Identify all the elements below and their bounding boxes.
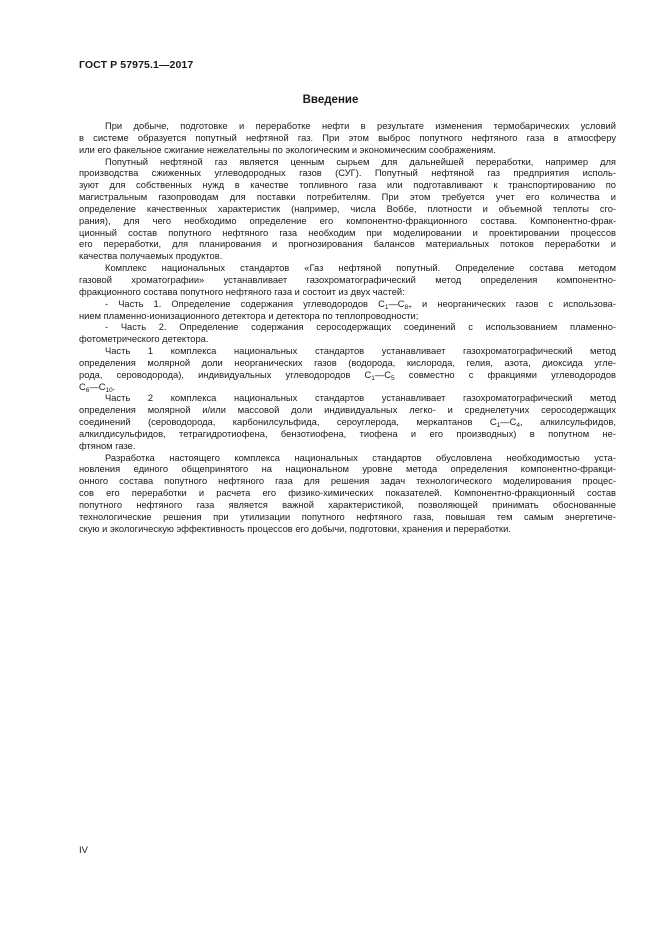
text-line xyxy=(79,121,616,133)
text-run: Часть 2 комплекса национальных стандартов устанавливает газохроматографический метод xyxy=(105,393,616,404)
subscript: 1 xyxy=(371,374,375,382)
text-line xyxy=(79,382,616,394)
text-line xyxy=(79,370,616,382)
text-line xyxy=(79,263,616,275)
text-line xyxy=(79,524,616,536)
text-line xyxy=(79,287,616,299)
text-line xyxy=(79,228,616,240)
text-run: определение качественных характеристик (например, числа Воббе, плотности и объемной теплоты сго- xyxy=(79,203,616,214)
text-run: фтяном газе. xyxy=(79,440,136,451)
text-line xyxy=(79,346,616,358)
text-run: скую и экологическую эффективность процессов его добычи, подготовки, хранения и переработки. xyxy=(79,523,511,534)
text-line xyxy=(79,145,616,157)
text-line xyxy=(79,453,616,465)
text-run: соединений (сероводорода, карбонилсульфида, сероуглерода, меркаптанов С xyxy=(79,417,497,428)
text-line xyxy=(79,275,616,287)
text-run: Часть 1 комплекса национальных стандартов устанавливает газохроматографический метод xyxy=(105,346,616,357)
text-run: фракционного состава попутного нефтяного газа и состоит из двух частей: xyxy=(79,286,405,297)
text-run: —С xyxy=(388,298,405,309)
text-run: , алкилсульфидов, xyxy=(519,417,616,428)
text-run: магистральным газопроводам для поставки потребителям. При этом требуется учет его количества и xyxy=(79,192,616,203)
text-run: —С xyxy=(374,369,391,380)
standard-header: ГОСТ Р 57975.1—2017 xyxy=(79,59,194,71)
text-line xyxy=(79,192,616,204)
text-line xyxy=(79,488,616,500)
text-line xyxy=(79,512,616,524)
text-run: попутного нефтяного газа является важной характеристикой, позволяющей принимать обоснованные xyxy=(79,500,616,510)
text-line xyxy=(79,405,616,417)
text-line xyxy=(79,311,616,323)
page-number: IV xyxy=(79,845,88,856)
text-run: и неорганических газов с использова- xyxy=(411,298,616,309)
text-run: нием пламенно-ионизационного детектора и детектора по теплопроводности; xyxy=(79,310,419,321)
text-run: новления единого общепринятого на национальном уровне метода определения компонентно-фракци- xyxy=(79,464,616,475)
text-line xyxy=(79,239,616,251)
text-line xyxy=(79,322,616,334)
subscript: 4 xyxy=(516,422,520,430)
text-run: ционный состав попутного нефтяного газа необходим при моделировании и проектировании процессов xyxy=(79,227,616,238)
text-run: Попутный нефтяной газ является ценным сырьем для дальнейшей переработки, например для xyxy=(105,156,616,167)
text-run: Комплекс национальных стандартов «Газ нефтяной попутный. Определение состава методом xyxy=(105,263,616,274)
text-line xyxy=(79,168,616,180)
text-line xyxy=(79,133,616,145)
text-line xyxy=(79,464,616,476)
body-text xyxy=(79,121,616,536)
subscript: 1 xyxy=(384,303,389,311)
subscript: 1 xyxy=(496,422,501,430)
text-run: производства сжиженных углеводородных газов (СУГ). Попутный нефтяной газ предприятия исполь- xyxy=(79,168,616,179)
text-run: качества получаемых продуктов. xyxy=(79,251,223,262)
text-run: или его факельное сжигание нежелательны по экологическим и экономическим соображениям. xyxy=(79,144,496,155)
text-line xyxy=(79,334,616,346)
text-run: —С xyxy=(500,417,517,428)
text-line xyxy=(79,429,616,441)
text-run: С xyxy=(79,381,86,392)
section-title: Введение xyxy=(302,94,359,106)
text-run: определения молярной доли неорганических газов (водорода, кислорода, гелия, азота, диоксида угле- xyxy=(79,357,616,368)
subscript: 5 xyxy=(391,374,395,382)
text-line xyxy=(79,500,616,512)
text-run: технологические решения при утилизации попутного нефтяного газа, повышая тем самым энергетиче- xyxy=(79,511,616,522)
text-run: - Часть 1. Определение содержания углеводородов С xyxy=(105,298,385,309)
text-run: . xyxy=(112,381,116,392)
text-line xyxy=(79,299,616,311)
text-run: совместно с фракциями углеводородов xyxy=(394,369,616,380)
subscript: 10 xyxy=(105,386,113,394)
text-run: фотометрического детектора. xyxy=(79,334,209,345)
text-run: сов его переработки и расчета его физико-химических показателей. Компонентно-фракционный состав xyxy=(79,488,616,499)
text-line xyxy=(79,476,616,488)
text-run: Разработка настоящего комплекса национальных стандартов обусловлена необходимостью уста- xyxy=(105,452,616,463)
text-run: определения молярной и/или массовой доли индивидуальных легко- и среднелетучих серосодержащих xyxy=(79,405,616,416)
text-run: зуют для собственных нужд в качестве топливного газа или подготавливают к транспортированию по xyxy=(79,180,616,191)
text-run: его переработки, для планирования и прогнозирования балансов материальных потоков переработки и xyxy=(79,239,616,250)
text-line xyxy=(79,417,616,429)
text-run: алкилдисульфидов, тетрагидротиофена, бензотиофена, тиофена и его производных) в попутном не- xyxy=(79,428,616,439)
text-run: рода, сероводорода), индивидуальных углеводородов С xyxy=(79,369,372,380)
subscript: 8+ xyxy=(404,303,412,311)
text-run: газовой хроматографии» устанавливает газохроматографический метод определения компонентно- xyxy=(79,274,616,285)
text-line xyxy=(79,358,616,370)
text-run: рания), для чего необходимо определение его компонентно-фракционного состава. Компонентно-фрак- xyxy=(79,215,616,226)
text-line xyxy=(79,216,616,228)
text-line xyxy=(79,251,616,263)
text-run: —С xyxy=(89,381,106,392)
text-run: онного состава попутного нефтяного газа для решения задач технологического моделирования процес- xyxy=(79,476,616,487)
text-run: в системе образуется попутный нефтяной газ. При этом выброс попутного нефтяного газа в атмосферу xyxy=(79,132,616,143)
text-line xyxy=(79,393,616,405)
subscript: 6 xyxy=(85,386,90,394)
text-line xyxy=(79,180,616,192)
text-line xyxy=(79,441,616,453)
text-line xyxy=(79,157,616,169)
text-line xyxy=(79,204,616,216)
text-run: При добыче, подготовке и переработке нефти в результате изменения термобарических условий xyxy=(105,121,616,131)
text-run: - Часть 2. Определение содержания серосодержащих соединений с использованием пламенно- xyxy=(105,322,616,333)
